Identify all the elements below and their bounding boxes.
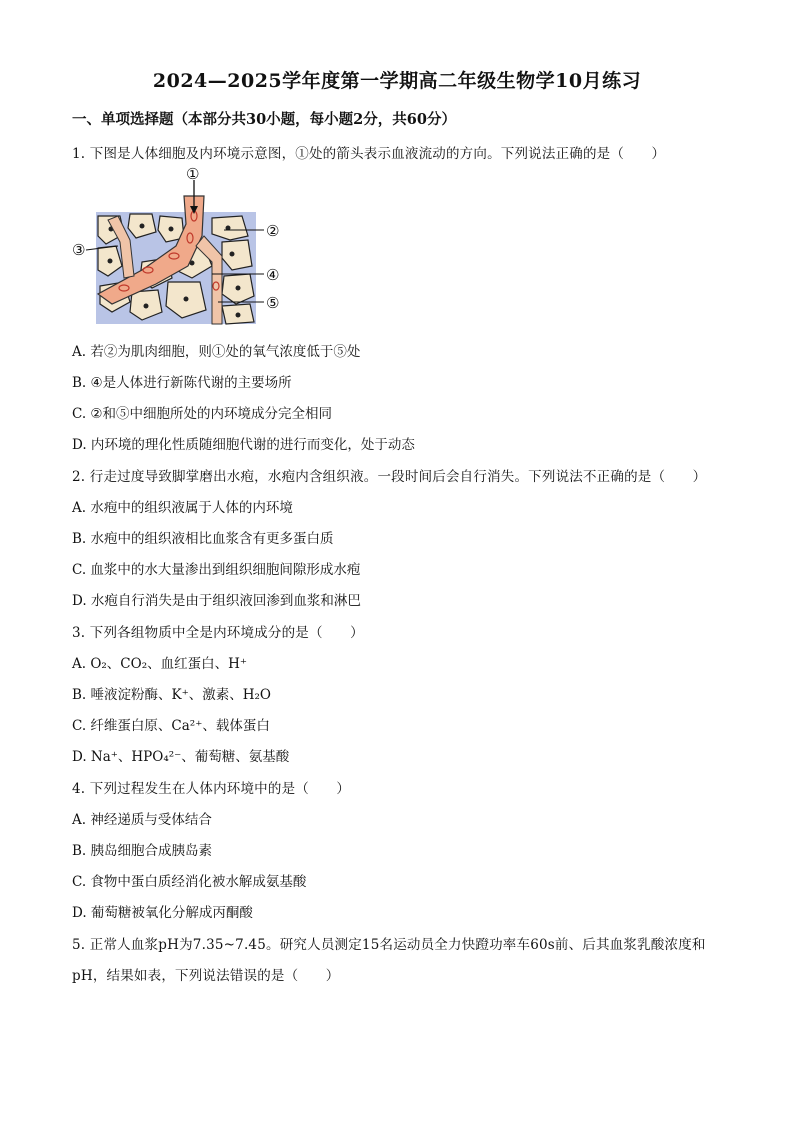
cell-environment-figure [72,166,302,326]
question-2-option-b: B. 水疱中的组织液相比血浆含有更多蛋白质 [72,531,334,547]
question-1-option-d: D. 内环境的理化性质随细胞代谢的进行而变化，处于动态 [72,437,415,453]
question-3-option-b: B. 唾液淀粉酶、K⁺、激素、H₂O [72,687,271,703]
question-4-option-a: A. 神经递质与受体结合 [72,812,212,828]
question-3-option-c: C. 纤维蛋白原、Ca²⁺、载体蛋白 [72,718,270,734]
question-4-option-b: B. 胰岛细胞合成胰岛素 [72,843,213,859]
question-5-stem-continued: pH，结果如表，下列说法错误的是（ ） [72,968,340,984]
question-2-stem: 2. 行走过度导致脚掌磨出水疱，水疱内含组织液。一段时间后会自行消失。下列说法不正确的是（ ） [72,469,707,485]
question-2-option-c: C. 血浆中的水大量渗出到组织细胞间隙形成水疱 [72,562,361,578]
page-title: 2024—2025学年度第一学期高二年级生物学10月练习 [152,70,642,92]
question-3-option-d: D. Na⁺、HPO₄²⁻、葡萄糖、氨基酸 [72,749,290,765]
question-4-stem: 4. 下列过程发生在人体内环境中的是（ ） [72,781,351,797]
figure-label-4: ④ [266,266,280,284]
question-1-option-b: B. ④是人体进行新陈代谢的主要场所 [72,375,292,391]
question-2-option-d: D. 水疱自行消失是由于组织液回渗到血浆和淋巴 [72,593,361,609]
question-3-stem: 3. 下列各组物质中全是内环境成分的是（ ） [72,625,364,641]
figure-label-3: ③ [72,241,86,259]
question-4-option-d: D. 葡萄糖被氧化分解成丙酮酸 [72,905,253,921]
figure-label-5: ⑤ [266,294,280,312]
question-1-option-c: C. ②和⑤中细胞所处的内环境成分完全相同 [72,406,333,422]
question-5-stem: 5. 正常人血浆pH为7.35~7.45。研究人员测定15名运动员全力快蹬功率车60s前、后其血浆乳酸浓度和 [72,937,706,953]
figure-label-1: ① [186,166,200,183]
figure-label-2: ② [266,222,280,240]
question-3-option-a: A. O₂、CO₂、血红蛋白、H⁺ [72,656,248,672]
question-1-option-a: A. 若②为肌肉细胞，则①处的氧气浓度低于⑤处 [72,344,361,360]
question-4-option-c: C. 食物中蛋白质经消化被水解成氨基酸 [72,874,307,890]
question-1-stem: 1. 下图是人体细胞及内环境示意图，①处的箭头表示血液流动的方向。下列说法正确的是（ ） [72,146,666,162]
section-heading: 一、单项选择题（本部分共30小题，每小题2分，共60分） [72,111,456,128]
question-2-option-a: A. 水疱中的组织液属于人体的内环境 [72,500,293,516]
